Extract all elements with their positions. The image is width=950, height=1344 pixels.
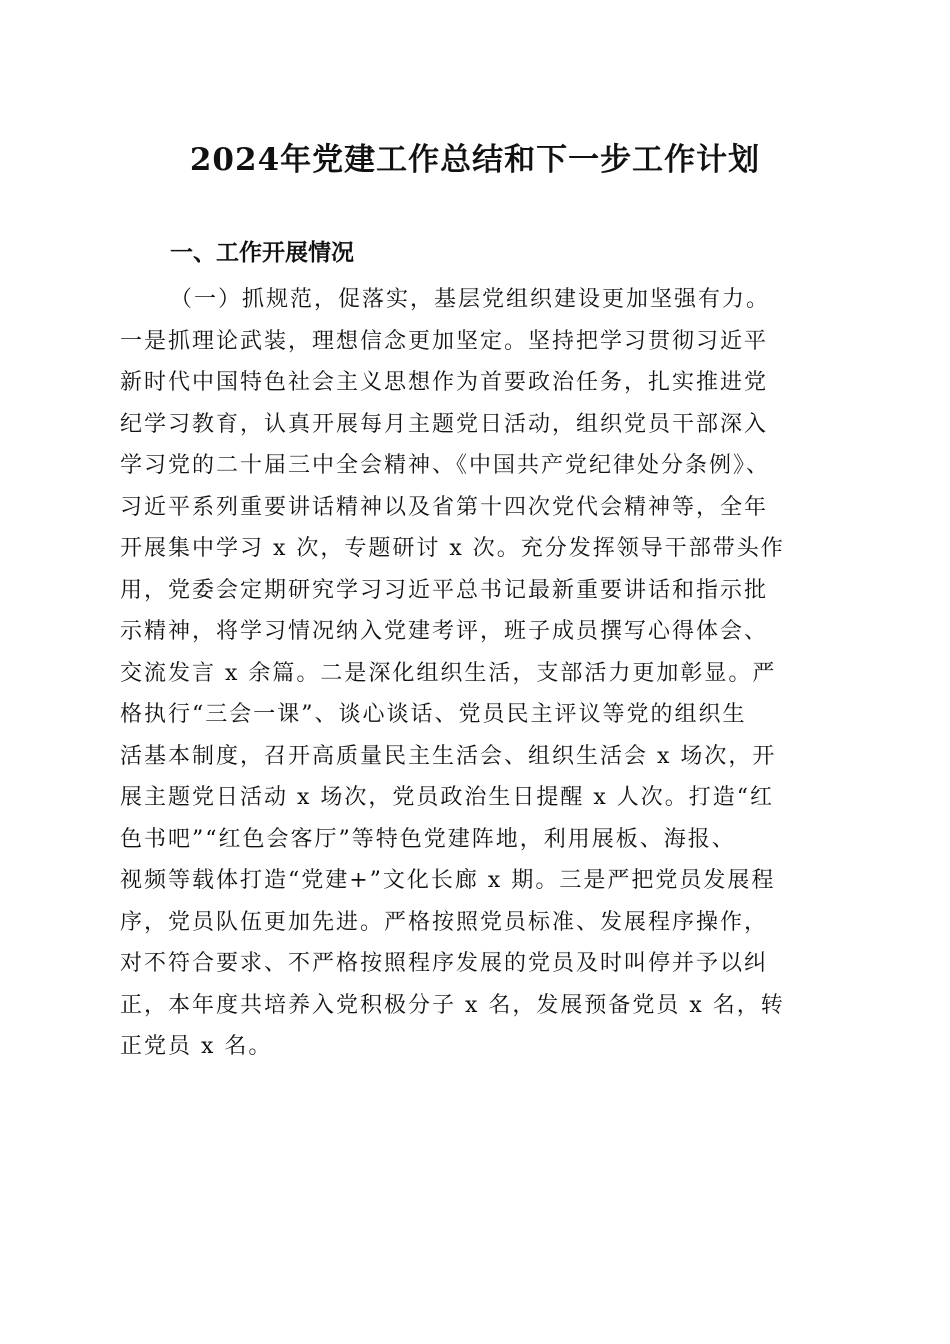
paragraph-line: 用，党委会定期研究学习习近平总书记最新重要讲话和指示批 — [120, 577, 769, 603]
paragraph-line: 活基本制度，召开高质量民主生活会、组织生活会 x 场次，开 — [120, 743, 777, 769]
paragraph-line: 习近平系列重要讲话精神以及省第十四次党代会精神等，全年 — [120, 494, 769, 520]
paragraph-line: （一）抓规范，促落实，基层党组织建设更加坚强有力。 — [170, 287, 771, 312]
paragraph-line: 色书吧”“红色会客厅”等特色党建阵地，利用展板、海报、 — [120, 826, 736, 852]
paragraph-line: 视频等载体打造“党建+”文化长廊 x 期。三是严把党员发展程 — [120, 868, 776, 893]
paragraph-line: 格执行“三会一课”、谈心谈话、党员民主评议等党的组织生 — [120, 702, 747, 727]
paragraph-line: 序，党员队伍更加先进。严格按照党员标准、发展程序操作， — [120, 909, 769, 935]
paragraph-line: 学习党的二十届三中全会精神、《中国共产党纪律处分条例》、 — [120, 453, 771, 478]
section-heading: 一、工作开展情况 — [170, 240, 354, 266]
paragraph-line: 对不符合要求、不严格按照程序发展的党员及时叫停并予以纠 — [120, 951, 769, 976]
paragraph-line: 展主题党日活动 x 场次，党员政治生日提醒 x 人次。打造“红 — [120, 785, 775, 810]
paragraph — [120, 279, 832, 1068]
document-title: 2024年党建工作总结和下一步工作计划 — [189, 142, 761, 178]
paragraph-line: 纪学习教育，认真开展每月主题党日活动，组织党员干部深入 — [120, 411, 769, 437]
paragraph-line: 交流发言 x 余篇。二是深化组织生活，支部活力更加彰显。严 — [120, 660, 777, 686]
paragraph-line: 正党员 x 名。 — [120, 1034, 273, 1059]
paragraph-line: 正，本年度共培养入党积极分子 x 名，发展预备党员 x 名，转 — [120, 992, 785, 1018]
paragraph-line: 新时代中国特色社会主义思想作为首要政治任务，扎实推进党 — [120, 370, 769, 395]
paragraph-line: 开展集中学习 x 次，专题研讨 x 次。充分发挥领导干部带头作 — [120, 536, 785, 561]
paragraph-line: 示精神，将学习情况纳入党建考评，班子成员撰写心得体会、 — [120, 619, 769, 644]
paragraph-line: 一是抓理论武装，理想信念更加坚定。坚持把学习贯彻习近平 — [120, 328, 769, 354]
